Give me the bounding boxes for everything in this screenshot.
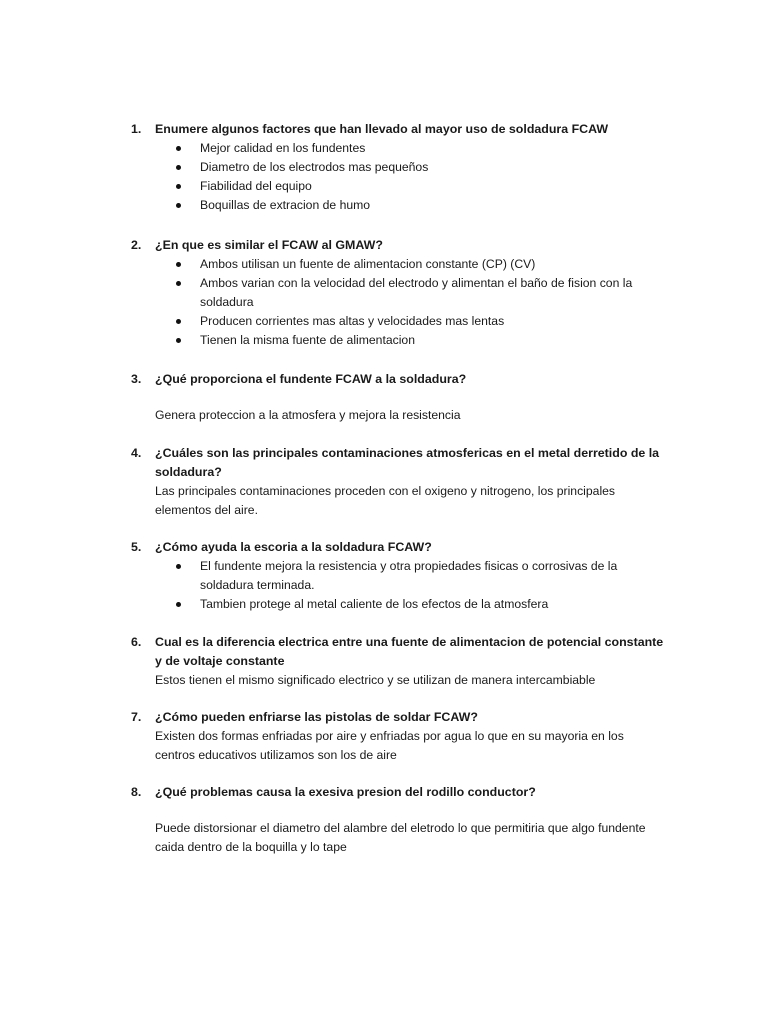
bullet-icon [176,203,181,208]
bullet-icon [176,564,181,569]
list-item [0,255,670,274]
question-2 [0,236,665,255]
list-item [0,331,670,350]
question-number: 5. [131,540,142,554]
question-block-5 [0,538,768,614]
question-4 [0,444,665,482]
question-number: 2. [131,238,142,252]
question-text: ¿Cómo ayuda la escoria a la soldadura FCAW? [155,540,432,554]
list-item-text: Mejor calidad en los fundentes [200,141,366,155]
list-item-text: Tienen la misma fuente de alimentacion [200,333,415,347]
list-item-text: Ambos utilisan un fuente de alimentacion constante (CP) (CV) [200,257,536,271]
question-block-4 [0,444,768,520]
list-item-text: Ambos varian con la velocidad del electrodo y alimentan el baño de fision con la soldadura [200,276,633,309]
question-text: ¿Cuáles son las principales contaminaciones atmosfericas en el metal derretido de la soldadura? [155,446,660,479]
question-text: ¿Qué proporciona el fundente FCAW a la soldadura? [155,372,467,386]
bullet-icon [176,262,181,267]
answer-text: Genera proteccion a la atmosfera y mejora la resistencia [155,408,461,422]
answer-text: Las principales contaminaciones proceden con el oxigeno y nitrogeno, los principales elementos del aire. [155,484,616,517]
question-1 [0,120,665,139]
list-item [0,274,670,312]
list-item-text: El fundente mejora la resistencia y otra propiedades fisicas o corrosivas de la soldadura terminada. [200,559,618,592]
list-item [0,177,670,196]
question-number: 8. [131,785,142,799]
bullet-icon [176,281,181,286]
question-block-6 [0,633,768,690]
question-block-1 [0,120,768,215]
list-item-text: Producen corrientes mas altas y velocidades mas lentas [200,314,505,328]
answer-text: Existen dos formas enfriadas por aire y enfriadas por agua lo que en su mayoria en los centros educativos utilizamos son los de aire [155,729,624,762]
list-item [0,312,670,331]
bullet-icon [176,319,181,324]
bullet-icon [176,602,181,607]
question-number: 6. [131,635,142,649]
bullet-list [0,139,768,215]
list-item [0,557,670,595]
list-item [0,595,670,614]
question-number: 7. [131,710,142,724]
bullet-icon [176,165,181,170]
question-7 [0,708,665,727]
bullet-icon [176,146,181,151]
question-text: Cual es la diferencia electrica entre una fuente de alimentacion de potencial constante y de voltaje constante [155,635,664,668]
question-6 [0,633,665,671]
question-block-3 [0,370,768,425]
list-item-text: Diametro de los electrodos mas pequeños [200,160,429,174]
question-number: 1. [131,122,142,136]
answer-text: Estos tienen el mismo significado electrico y se utilizan de manera intercambiable [155,673,596,687]
question-8 [0,783,665,802]
question-text: Enumere algunos factores que han llevado al mayor uso de soldadura FCAW [155,122,609,136]
bullet-icon [176,184,181,189]
question-number: 4. [131,446,142,460]
question-block-2 [0,236,768,350]
answer-text: Puede distorsionar el diametro del alambre del eletrodo lo que permitiria que algo fundente caida dentro de la boquilla y lo tape [155,821,646,854]
question-block-8 [0,783,768,857]
question-5 [0,538,665,557]
list-item-text: Tambien protege al metal caliente de los efectos de la atmosfera [200,597,549,611]
question-3 [0,370,665,389]
bullet-list [0,557,768,614]
bullet-list [0,255,768,350]
question-text: ¿Cómo pueden enfriarse las pistolas de soldar FCAW? [155,710,478,724]
list-item [0,196,670,215]
question-text: ¿En que es similar el FCAW al GMAW? [155,238,383,252]
bullet-icon [176,338,181,343]
list-item-text: Boquillas de extracion de humo [200,198,371,212]
list-item-text: Fiabilidad del equipo [200,179,312,193]
question-text: ¿Qué problemas causa la exesiva presion del rodillo conductor? [155,785,536,799]
list-item [0,158,670,177]
question-block-7 [0,708,768,765]
list-item [0,139,670,158]
question-number: 3. [131,372,142,386]
